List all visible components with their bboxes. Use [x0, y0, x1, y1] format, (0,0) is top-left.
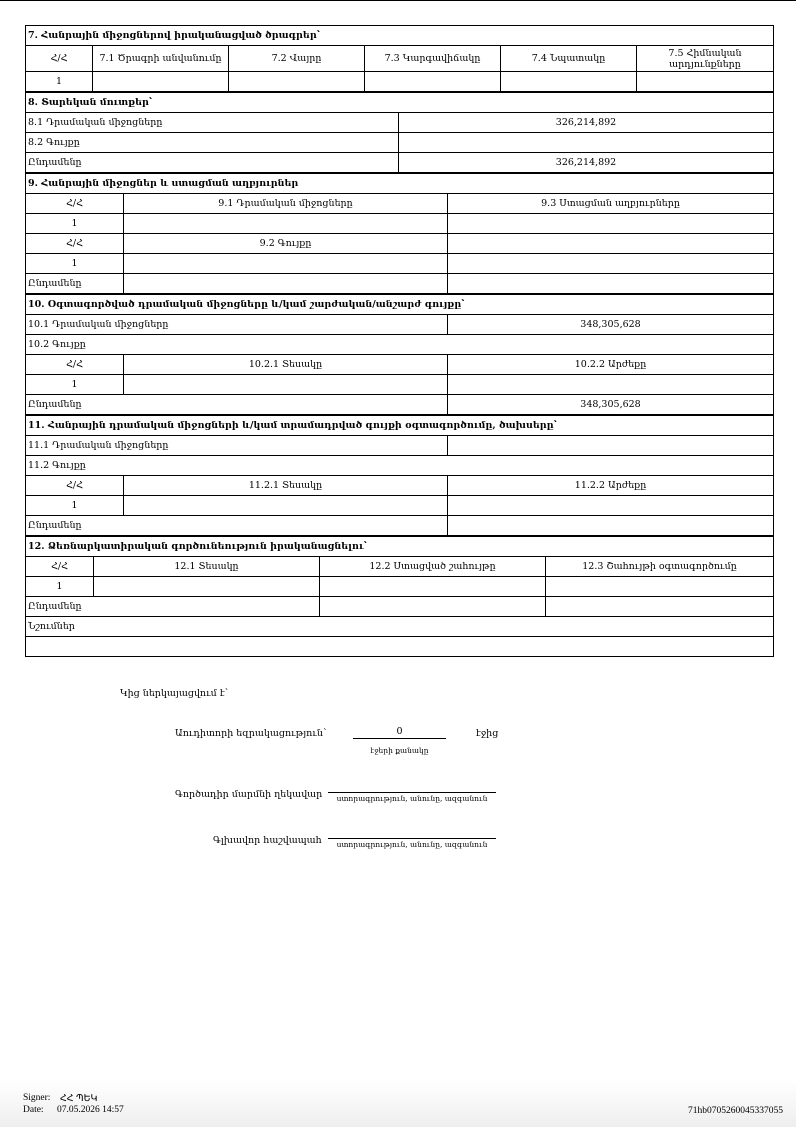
- top-border-line: [0, 0, 796, 1]
- empty-cell: [546, 597, 774, 617]
- signer-value: ՀՀ ՊԵԿ: [60, 1094, 98, 1104]
- total-value: 326,214,892: [399, 153, 774, 173]
- property-label: 10.2 Գույքը: [26, 335, 774, 355]
- col-value: 10.2.2 Արժեքը: [448, 355, 774, 375]
- auditor-pages-value: 0: [396, 726, 403, 737]
- accountant-signature-line: [328, 836, 496, 839]
- col-hh: Հ/Հ: [26, 194, 124, 214]
- property-label: 8.2 Գույքը: [26, 133, 399, 153]
- row-number: 1: [26, 496, 124, 516]
- attached-label: Կից ներկայացվում է՝: [120, 688, 229, 699]
- section-10-title: 10. Օգտագործված դրամական միջոցները և/կամ շարժական/անշարժ գույքը՝: [26, 295, 774, 315]
- section-12-table: [25, 536, 774, 657]
- empty-cell: [448, 516, 774, 536]
- pages-label: էջից: [476, 728, 499, 739]
- notes-content: [26, 637, 774, 657]
- accountant-sign-caption: ստորագրություն, անունը, ազգանուն: [336, 840, 488, 849]
- empty-cell: [448, 274, 774, 294]
- section-8-table: [25, 92, 774, 173]
- col-hh: Հ/Հ: [26, 557, 94, 577]
- col-hh: Հ/Հ: [26, 476, 124, 496]
- total-label: Ընդամենը: [26, 274, 124, 294]
- col-type: 11.2.1 Տեսակը: [124, 476, 448, 496]
- empty-cell: [448, 254, 774, 274]
- section-7-table: [25, 25, 774, 92]
- total-label: Ընդամենը: [26, 395, 448, 415]
- notes-label: Նշումներ: [26, 617, 774, 637]
- accountant-label: Գլխավոր հաշվապահ: [213, 835, 322, 846]
- empty-cell: [93, 72, 229, 92]
- col-profit-use: 12.3 Շահույթի օգտագործումը: [546, 557, 774, 577]
- empty-cell: [94, 577, 320, 597]
- total-label: Ընդամենը: [26, 516, 448, 536]
- col-sources: 9.3 Ստացման աղբյուրները: [448, 194, 774, 214]
- empty-cell: [320, 577, 546, 597]
- footer-band: [0, 1080, 796, 1127]
- col-profit: 12.2 Ստացված շահույթը: [320, 557, 546, 577]
- section-12-title: 12. Ձեռնարկատիրական գործունեություն իրականացնելու՝: [26, 537, 774, 557]
- col-status: 7.3 Կարգավիճակը: [365, 46, 501, 72]
- section-10-table: [25, 294, 774, 415]
- row-number: 1: [26, 254, 124, 274]
- auditor-label: Աուդիտորի եզրակացություն՝: [175, 728, 327, 739]
- money-value: 326,214,892: [399, 113, 774, 133]
- col-money: 9.1 Դրամական միջոցները: [124, 194, 448, 214]
- empty-cell: [448, 496, 774, 516]
- money-label: 8.1 Դրամական միջոցները: [26, 113, 399, 133]
- col-type: 12.1 Տեսակը: [94, 557, 320, 577]
- document-code: 71hb0705260045337055: [688, 1106, 783, 1116]
- col-property: 9.2 Գույքը: [124, 234, 448, 254]
- total-label: Ընդամենը: [26, 153, 399, 173]
- empty-cell: [399, 133, 774, 153]
- empty-cell: [124, 496, 448, 516]
- col-type: 10.2.1 Տեսակը: [124, 355, 448, 375]
- money-label: 11.1 Դրամական միջոցները: [26, 436, 448, 456]
- col-program-name: 7.1 Ծրագրի անվանումը: [93, 46, 229, 72]
- manager-signature-line: [328, 790, 496, 793]
- col-purpose: 7.4 Նպատակը: [501, 46, 637, 72]
- row-number: 1: [26, 214, 124, 234]
- signer-label: Signer:: [23, 1093, 51, 1103]
- section-11-table: [25, 415, 774, 536]
- col-hh: Հ/Հ: [26, 46, 93, 72]
- row-number: 1: [26, 577, 94, 597]
- empty-cell: [229, 72, 365, 92]
- empty-cell: [124, 375, 448, 395]
- money-label: 10.1 Դրամական միջոցները: [26, 315, 448, 335]
- property-label: 11.2 Գույքը: [26, 456, 774, 476]
- col-hh: Հ/Հ: [26, 234, 124, 254]
- section-11-title: 11. Հանրային դրամական միջոցների և/կամ տրամադրված գույքի օգտագործումը, ծախսերը՝: [26, 416, 774, 436]
- empty-cell: [448, 214, 774, 234]
- row-number: 1: [26, 72, 93, 92]
- col-value: 11.2.2 Արժեքը: [448, 476, 774, 496]
- col-location: 7.2 Վայրը: [229, 46, 365, 72]
- empty-cell: [448, 436, 774, 456]
- empty-cell: [320, 597, 546, 617]
- empty-cell: [448, 375, 774, 395]
- empty-cell: [365, 72, 501, 92]
- empty-cell: [124, 274, 448, 294]
- empty-cell: [546, 577, 774, 597]
- section-9-table: [25, 173, 774, 294]
- col-main-results: 7.5 Հիմնական արդյունքները: [637, 46, 774, 72]
- date-label: Date:: [23, 1105, 44, 1115]
- manager-sign-caption: ստորագրություն, անունը, ազգանուն: [336, 794, 488, 803]
- section-9-title: 9. Հանրային միջոցներ և ստացման աղբյուրներ: [26, 174, 774, 194]
- empty-cell: [124, 214, 448, 234]
- empty-cell: [448, 234, 774, 254]
- empty-cell: [501, 72, 637, 92]
- empty-cell: [124, 254, 448, 274]
- col-hh: Հ/Հ: [26, 355, 124, 375]
- pages-caption: էջերի քանակը: [370, 746, 429, 755]
- section-7-title: 7. Հանրային միջոցներով իրականացված ծրագրեր՝: [26, 26, 774, 46]
- section-8-title: 8. Տարեկան մուտքեր՝: [26, 93, 774, 113]
- money-value: 348,305,628: [448, 315, 774, 335]
- manager-label: Գործադիր մարմնի ղեկավար: [175, 789, 323, 800]
- total-label: Ընդամենը: [26, 597, 320, 617]
- report-tables: [25, 25, 773, 657]
- empty-cell: [637, 72, 774, 92]
- date-value: 07.05.2026 14:57: [57, 1105, 124, 1115]
- row-number: 1: [26, 375, 124, 395]
- total-value: 348,305,628: [448, 395, 774, 415]
